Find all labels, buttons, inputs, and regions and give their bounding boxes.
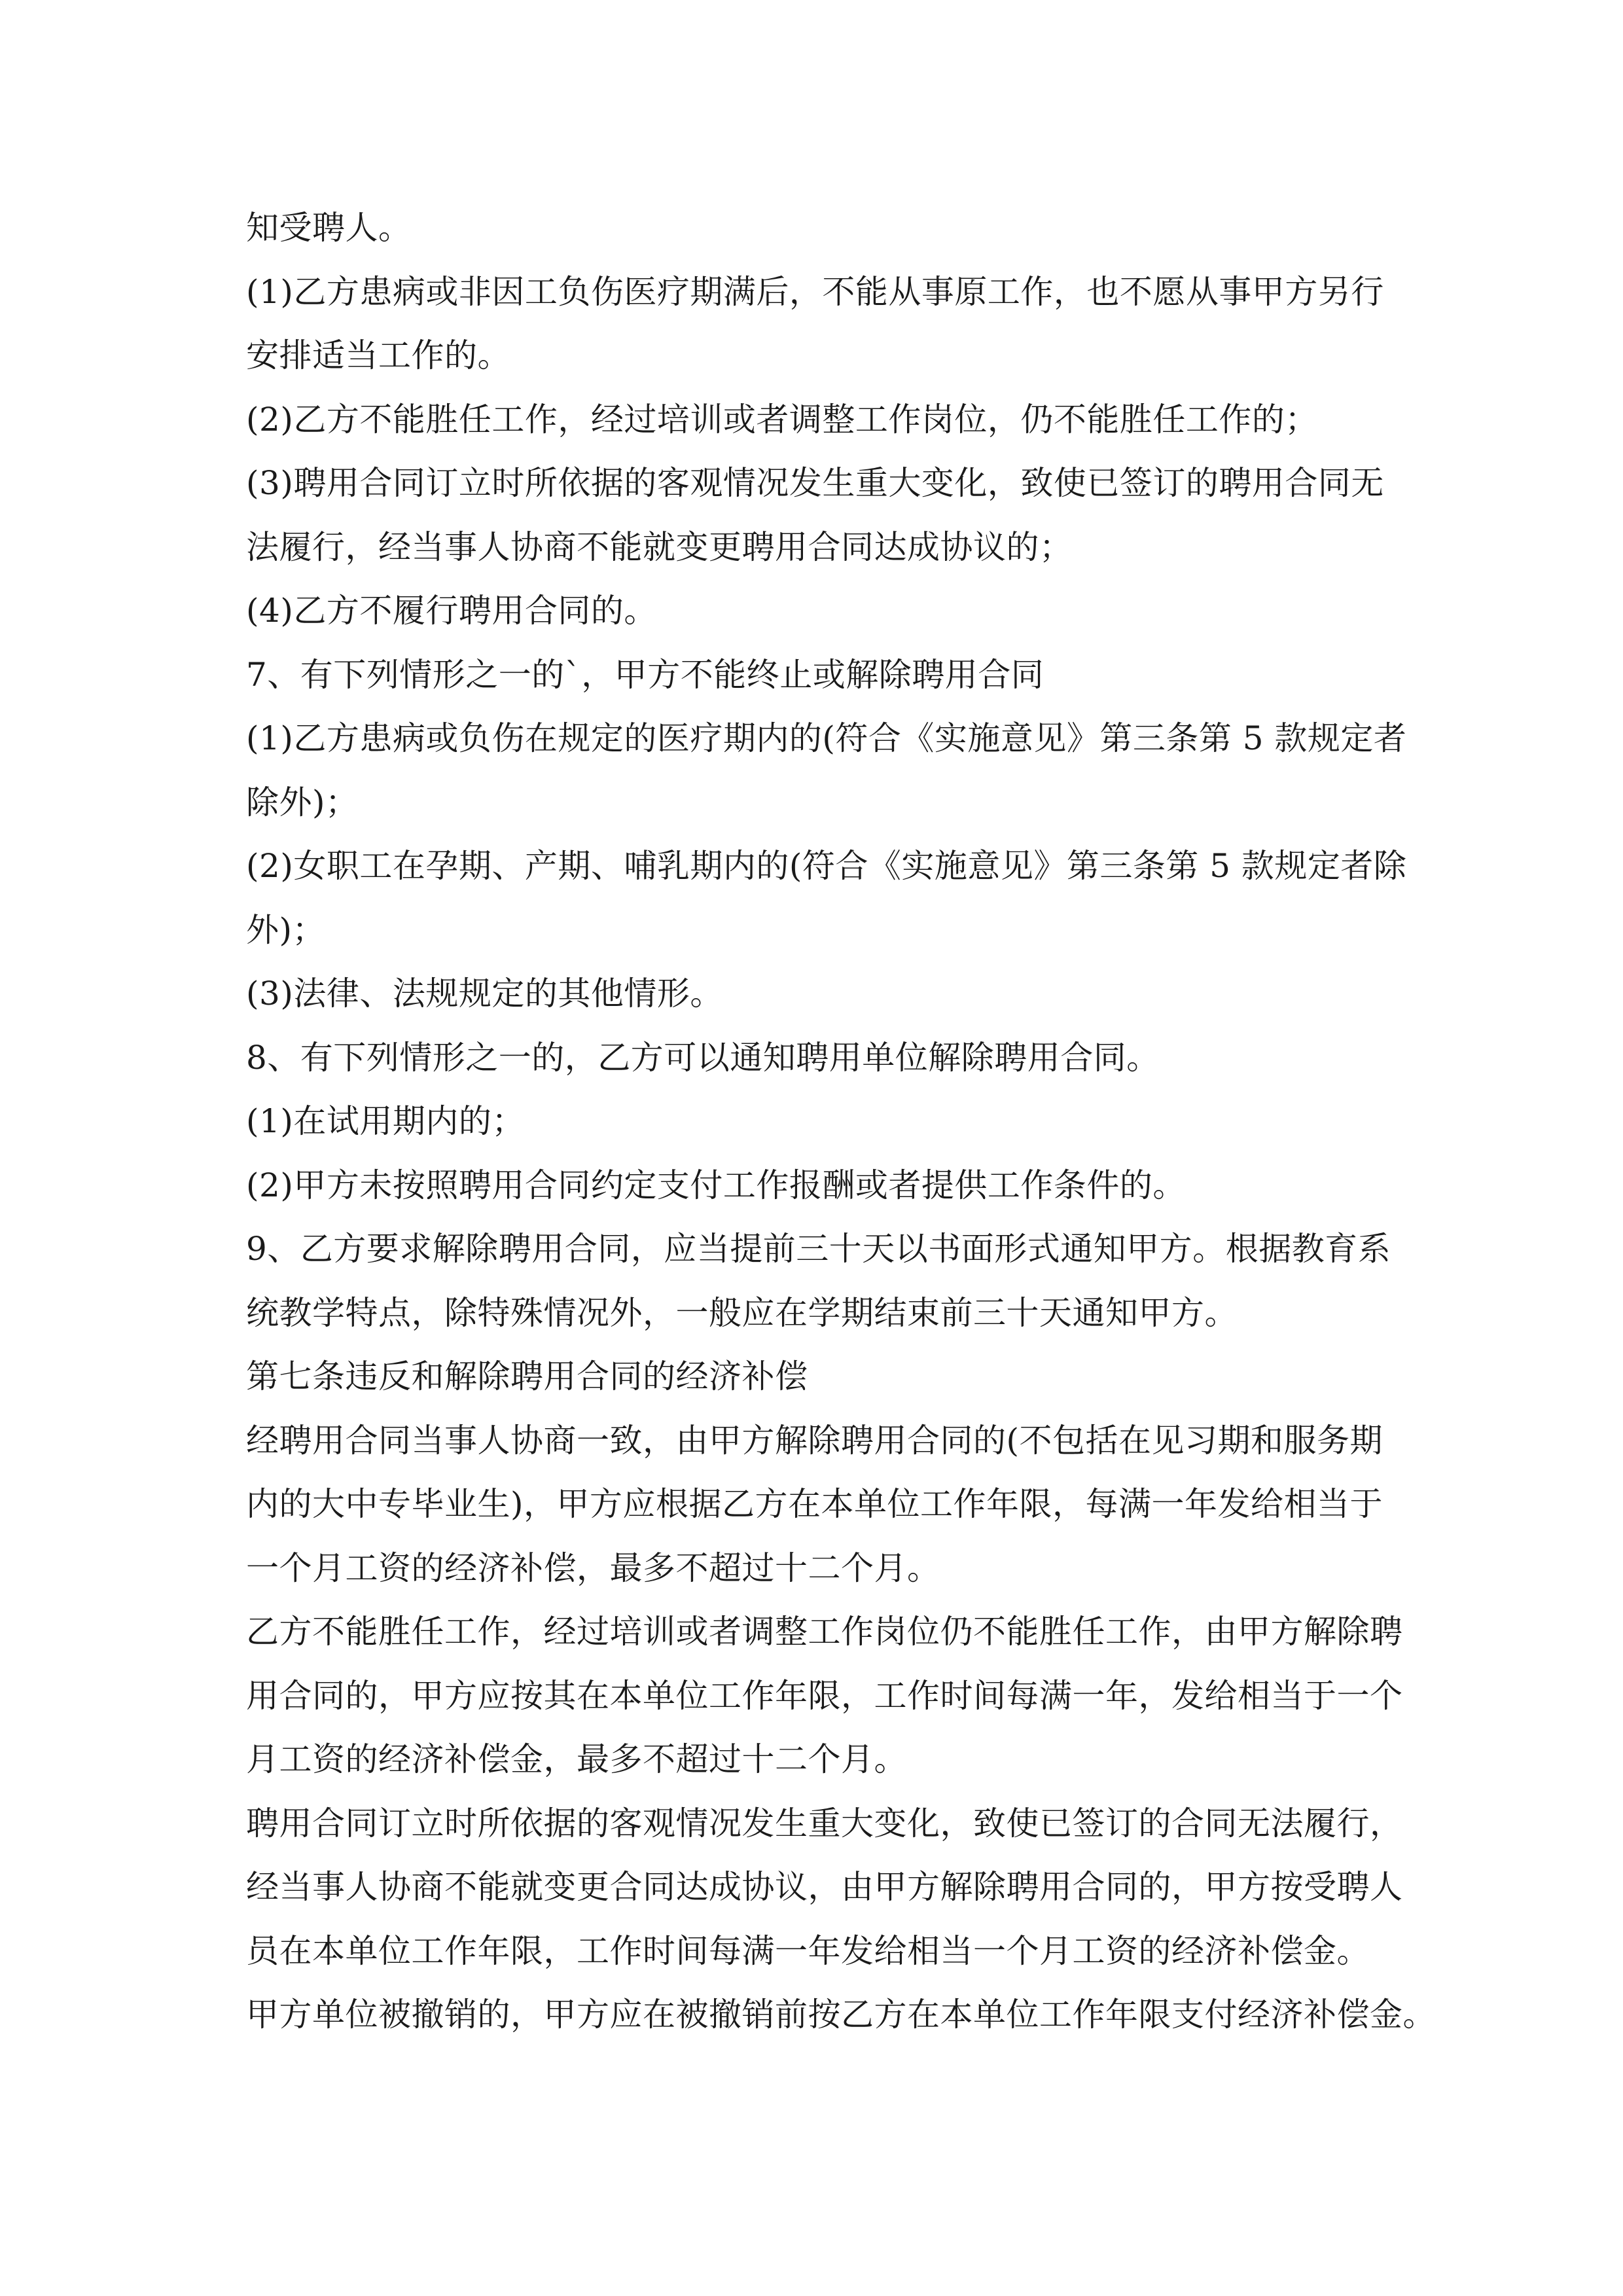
text-line: 7、有下列情形之一的`，甲方不能终止或解除聘用合同 bbox=[246, 655, 1044, 694]
text-line: 9、乙方要求解除聘用合同，应当提前三十天以书面形式通知甲方。根据教育系 bbox=[246, 1230, 1391, 1268]
text-line: 外)； bbox=[246, 910, 326, 949]
text-line: (2)女职工在孕期、产期、哺乳期内的(符合《实施意见》第三条第 5 款规定者除 bbox=[246, 847, 1407, 885]
document-body bbox=[246, 196, 1436, 2047]
text-line: (4)乙方不履行聘用合同的。 bbox=[246, 592, 657, 630]
text-line: 聘用合同订立时所依据的客观情况发生重大变化，致使已签订的合同无法履行， bbox=[246, 1804, 1403, 1842]
text-line: (2)甲方未按照聘用合同约定支付工作报酬或者提供工作条件的。 bbox=[246, 1166, 1186, 1204]
text-line: 乙方不能胜任工作，经过培训或者调整工作岗位仍不能胜任工作，由甲方解除聘 bbox=[246, 1613, 1403, 1651]
text-line: 除外)； bbox=[246, 783, 359, 821]
text-line: 经聘用合同当事人协商一致，由甲方解除聘用合同的(不包括在见习期和服务期 bbox=[246, 1421, 1383, 1460]
text-line: 统教学特点，除特殊情况外，一般应在学期结束前三十天通知甲方。 bbox=[246, 1293, 1238, 1332]
text-line: 内的大中专毕业生)，甲方应根据乙方在本单位工作年限，每满一年发给相当于 bbox=[246, 1485, 1383, 1523]
text-line: (1)乙方患病或负伤在规定的医疗期内的(符合《实施意见》第三条第 5 款规定者 bbox=[246, 719, 1407, 757]
text-line: 一个月工资的经济补偿，最多不超过十二个月。 bbox=[246, 1549, 940, 1587]
text-line: 安排适当工作的。 bbox=[246, 336, 510, 374]
section-heading: 第七条违反和解除聘用合同的经济补偿 bbox=[246, 1357, 808, 1395]
text-line: (1)乙方患病或非因工负伤医疗期满后，不能从事原工作，也不愿从事甲方另行 bbox=[246, 272, 1384, 311]
text-line: 用合同的，甲方应按其在本单位工作年限，工作时间每满一年，发给相当于一个 bbox=[246, 1676, 1403, 1715]
text-line: (2)乙方不能胜任工作，经过培训或者调整工作岗位，仍不能胜任工作的； bbox=[246, 400, 1318, 439]
text-line: 经当事人协商不能就变更合同达成协议，由甲方解除聘用合同的，甲方按受聘人 bbox=[246, 1868, 1403, 1906]
text-line: 知受聘人。 bbox=[246, 209, 412, 247]
text-line: (3)聘用合同订立时所依据的客观情况发生重大变化，致使已签订的聘用合同无 bbox=[246, 464, 1384, 502]
text-line: 甲方单位被撤销的，甲方应在被撤销前按乙方在本单位工作年限支付经济补偿金。 bbox=[246, 1996, 1436, 2034]
text-line: 法履行，经当事人协商不能就变更聘用合同达成协议的； bbox=[246, 528, 1073, 566]
text-line: (3)法律、法规规定的其他情形。 bbox=[246, 975, 723, 1013]
text-line: 8、有下列情形之一的，乙方可以通知聘用单位解除聘用合同。 bbox=[246, 1038, 1160, 1077]
text-line: (1)在试用期内的； bbox=[246, 1102, 525, 1140]
text-line: 月工资的经济补偿金，最多不超过十二个月。 bbox=[246, 1740, 907, 1778]
text-line: 员在本单位工作年限，工作时间每满一年发给相当一个月工资的经济补偿金。 bbox=[246, 1931, 1370, 1970]
